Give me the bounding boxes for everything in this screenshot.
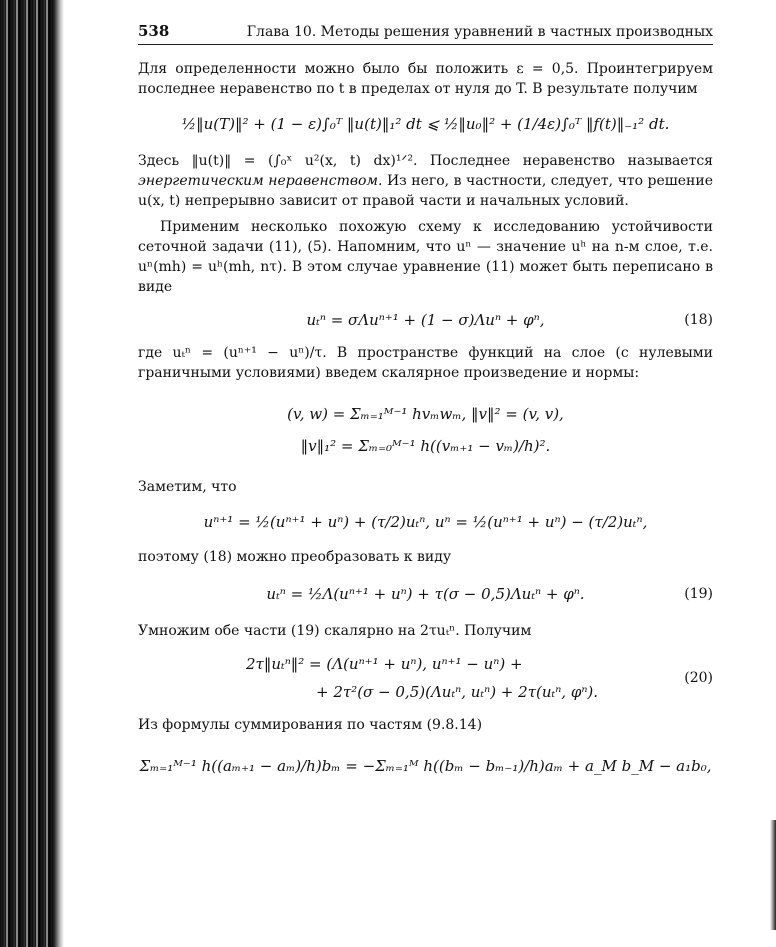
- page-edge-shadow: [770, 820, 776, 930]
- formula-20-line-1: 2τ‖uₜⁿ‖² = (Λ(uⁿ⁺¹ + uⁿ), uⁿ⁺¹ − uⁿ) +: [246, 655, 523, 673]
- paragraph-3: Применим несколько похожую схему к исследованию устойчивости сеточной задачи (11), (5). Напомним, что uⁿ — значение uʰ на n-м слое, т.е. uⁿ(mh) = uʰ(mh, nτ). В этом случае уравнение (11) может быть переписано в виде: [138, 219, 713, 295]
- equation-number-20: (20): [684, 670, 713, 686]
- formula-inner-product-text: (v, w) = Σₘ₌₁ᴹ⁻¹ hvₘwₘ, ‖v‖² = (v, v),: [287, 405, 564, 423]
- formula-norm-1-text: ‖v‖₁² = Σₘ₌₀ᴹ⁻¹ h((vₘ₊₁ − vₘ)/h)².: [300, 437, 551, 455]
- paragraph-4: где uₜⁿ = (uⁿ⁺¹ − uⁿ)/τ. В пространстве функций на слое (с нулевыми граничными условиями) введем скалярное произведение и нормы:: [138, 345, 713, 381]
- book-page: [138, 22, 713, 775]
- binding-edge-shadow: [54, 0, 64, 947]
- formula-20: [138, 655, 713, 701]
- paragraph-6: поэтому (18) можно преобразовать к виду: [138, 549, 452, 565]
- formula-energy-inequality: [138, 115, 713, 133]
- paragraph-5: Заметим, что: [138, 479, 237, 495]
- formula-19: [138, 585, 713, 603]
- paragraph-2-end: Из него, в частности, следует, что решение u(x, t) непрерывно зависит от правой части и начальных условий.: [138, 173, 713, 209]
- formula-18: [138, 311, 713, 329]
- formula-identities: [138, 513, 713, 531]
- equation-number-19: (19): [684, 586, 713, 602]
- equation-number-18: (18): [684, 312, 713, 328]
- formula-20-line-2: + 2τ²(σ − 0,5)(Λuₜⁿ, uₜⁿ) + 2τ(uₜⁿ, φⁿ).: [316, 683, 599, 701]
- paragraph-2: [138, 151, 713, 211]
- formula-summation-by-parts-text: Σₘ₌₁ᴹ⁻¹ h((aₘ₊₁ − aₘ)/h)bₘ = −Σₘ₌₁ᴹ h((bₘ − bₘ₋₁)/h)aₘ + a_M b_M − a₁b₀,: [139, 757, 712, 775]
- chapter-title: Глава 10. Методы решения уравнений в частных производных: [246, 24, 713, 40]
- paragraph-7: Умножим обе части (19) скалярно на 2τuₜⁿ. Получим: [138, 623, 532, 639]
- formula-18-text: uₜⁿ = σΛuⁿ⁺¹ + (1 − σ)Λuⁿ + φⁿ,: [306, 311, 545, 329]
- paragraph-1: Для определенности можно было бы положить ε = 0,5. Проинтегрируем последнее неравенство по t в пределах от нуля до T. В результате получим: [138, 61, 713, 97]
- book-binding-shadow: [0, 0, 62, 947]
- term-energy-inequality: энергетическим неравенством.: [138, 173, 383, 189]
- formula-identities-text: uⁿ⁺¹ = ½(uⁿ⁺¹ + uⁿ) + (τ/2)uₜⁿ, uⁿ = ½(uⁿ⁺¹ + uⁿ) − (τ/2)uₜⁿ,: [203, 513, 648, 531]
- formula-norm-1: [138, 437, 713, 455]
- formula-summation-by-parts: [138, 757, 713, 775]
- paragraph-8: Из формулы суммирования по частям (9.8.14): [138, 717, 483, 733]
- page-number: 538: [138, 22, 170, 40]
- formula-inner-product: [138, 405, 713, 423]
- formula-19-text: uₜⁿ = ½Λ(uⁿ⁺¹ + uⁿ) + τ(σ − 0,5)Λuₜⁿ + φⁿ.: [266, 585, 585, 603]
- formula-energy-inequality-text: ½‖u(T)‖² + (1 − ε)∫₀ᵀ ‖u(t)‖₁² dt ⩽ ½‖u₀‖² + (1/4ε)∫₀ᵀ ‖f(t)‖₋₁² dt.: [181, 115, 670, 133]
- running-header: [138, 22, 713, 45]
- paragraph-2-start: Здесь ‖u(t)‖ = (∫₀ˣ u²(x, t) dx)¹ᐟ². Последнее неравенство называется: [138, 153, 713, 169]
